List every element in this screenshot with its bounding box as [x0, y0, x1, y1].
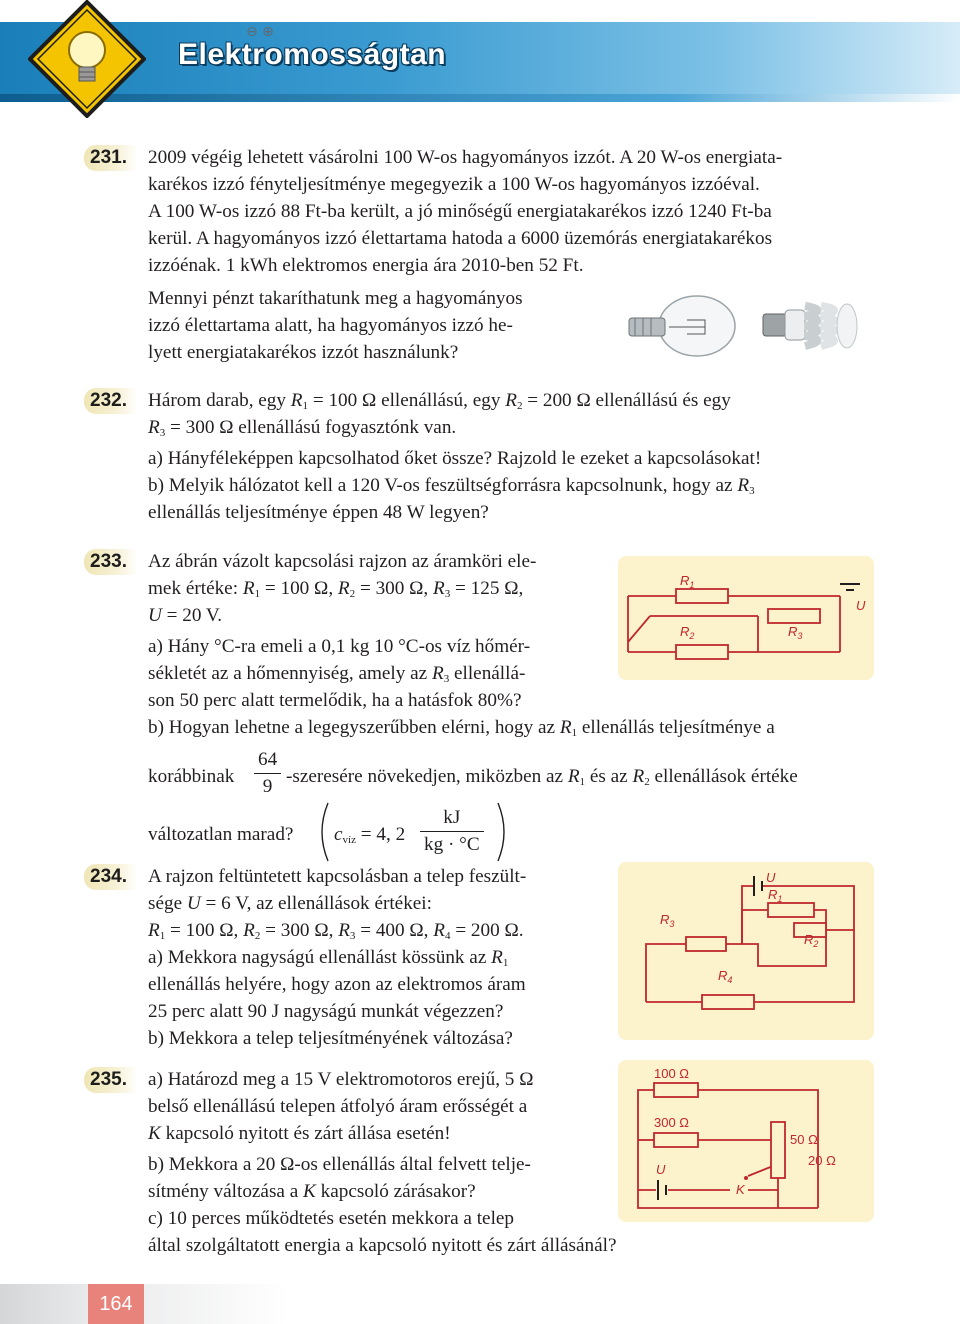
right-paren [494, 801, 512, 863]
resistor-r1 [768, 903, 814, 917]
problem-233-text: Az ábrán vázolt kapcsolási rajzon az áramköri ele- mek értéke: $R_1 = 100$ Ω, $R_2 = 300$ Ω, $R_3 = 125$ Ω, U = 20 V. a) Hány °C-ra emeli a 0,1 kg 10 °C-os víz hőmér- sékletét az a hőmennyiség, amely az $R_3$ ellenállá- son 50 perc alatt termelődik, ha a hatásfok 80%? [148, 551, 537, 711]
circuit-figure-235 [618, 1060, 874, 1222]
svg-text:U: U [766, 870, 776, 885]
bulbs-photo [625, 292, 875, 364]
problem-232-text: Három darab, egy $R_1 = 100$ Ω ellenállású, egy $R_2 = 200$ Ω ellenállású és egy $R_3 = 300$ Ω ellenállású fogyasztónk van. a) Hányféleképpen kapcsolhatod őket össze? Rajzold le ezeket a kapcsolásokat! b) Melyik hálózatot kell a 120 V-os feszültségforrásra kapcsolnunk, hogy az $R_3$ ellenállás teljesítménye éppen 48 W legyen? [148, 390, 762, 523]
problem-234-text: A rajzon feltüntetett kapcsolásban a telep feszült- sége U = 6 V, az ellenállások értékei: $R_1 = 100$ Ω, $R_2 = 300$ Ω, $R_3 = 400$ Ω, $R_4 = 200$ Ω. a) Mekkora nagyságú ellenállást kössünk az $R_1$ ellenállás helyére, hogy azon az elektromos áram 25 perc alatt 90 J nagyságú munkát végezzen? b) Mekkora a telep teljesítményének változása? [148, 866, 527, 1049]
circuit-234-diagram [618, 862, 874, 1040]
problem-number-235: 235. [84, 1067, 138, 1093]
fraction-64-9: $\frac{64}{9}$ [254, 747, 281, 800]
left-paren [314, 801, 332, 863]
problem-number-232: 232. [84, 388, 138, 414]
resistor-50 [771, 1122, 785, 1178]
svg-text:R3: $R_3$ [660, 912, 675, 929]
lightbulb-icon [28, 0, 146, 118]
svg-text:U: U [856, 598, 866, 613]
footer-bar [0, 1284, 960, 1324]
charge-symbols: ⊖ ⊕ [246, 24, 274, 40]
problem-235-text: a) Határozd meg a 15 V elektromotoros erejű, 5 Ω belső ellenállású telepen átfolyó áram erősségét a K kapcsoló nyitott és zárt állása esetén! b) Mekkora a 20 Ω-os ellenállás által felvett telje- sítmény változása a K kapcsoló zárásakor? c) 10 perces működtetés esetén mekkora a telep által szolgáltatott energia a kapcsoló nyitott és zárt állásánál? [148, 1069, 617, 1256]
problem-number-233: 233. [84, 549, 138, 575]
circuit-figure-234 [618, 862, 874, 1040]
chapter-title: Elektromosságtan [178, 38, 447, 71]
svg-text:R1: $R_1$ [768, 887, 783, 904]
problem-231-question: Mennyi pénzt takaríthatunk meg a hagyományos izzó élettartama alatt, ha hagyományos izzó he- lyett energiatakarékos izzót használunk? [148, 288, 523, 363]
svg-text:U: U [656, 1162, 666, 1177]
svg-text:50 Ω: 50 Ω [790, 1132, 818, 1147]
resistor-r2 [676, 645, 728, 659]
resistor-r3 [768, 609, 820, 623]
resistor-100 [654, 1083, 698, 1097]
incandescent-bulb-icon [629, 296, 735, 356]
svg-text:K: K [736, 1182, 745, 1197]
switch-pivot [744, 1176, 748, 1180]
svg-text:R1: $R_1$ [680, 573, 695, 590]
resistor-r3 [686, 937, 726, 951]
resistor-300 [654, 1133, 698, 1147]
resistor-r4 [702, 995, 754, 1009]
problem-231-text: 2009 végéig lehetett vásárolni 100 W-os hagyományos izzót. A 20 W-os energiata- karékos izzó fényteljesítménye megegyezik a 100 W-os hagyományos izzóéval. A 100 W-os izzó 88 Ft-ba került, a jó minőségű energiatakarékos izzó 1240 Ft-ba kerül. A hagyományos izzó élettartama hatoda a 6000 üzemórás energiatakarékos izzóénak. 1 kWh elektromos energia ára 2010-ben 52 Ft. [148, 147, 783, 276]
circuit-figure-233 [618, 556, 874, 680]
problem-number-234: 234. [84, 864, 138, 890]
energy-saving-bulb-icon [763, 304, 857, 348]
problem-number-231: 231. [84, 145, 138, 171]
resistor-r1 [676, 589, 728, 603]
unit-fraction: $\frac{kJ}{kg \cdot ^\circ C}$ [420, 805, 484, 858]
svg-text:R2: $R_2$ [804, 932, 819, 949]
svg-text:R2: $R_2$ [680, 624, 695, 641]
svg-text:R4: $R_4$ [718, 968, 733, 985]
svg-text:300 Ω: 300 Ω [654, 1115, 690, 1130]
svg-text:100 Ω: 100 Ω [654, 1066, 690, 1081]
circuit-235-diagram [618, 1060, 874, 1222]
problem-233-part-b: b) Hogyan lehetne a legegyszerűbben elérni, hogy az $R_1$ ellenállás teljesítménye a korábbinak $\frac{64}{9}$ -szeresére növekedjen, miközben az $R_1$ és az $R_2$ ellenállások értéke változatlan marad? $c_{víz} = 4$, 2 $\frac{kJ}{kg \cdot ^\circ C}$ [148, 714, 888, 863]
svg-text:20 Ω: 20 Ω [808, 1153, 836, 1168]
svg-text:R3: $R_3$ [788, 624, 803, 641]
chapter-header [0, 0, 960, 118]
circuit-233-diagram [618, 556, 874, 680]
page-number: 164 [88, 1284, 144, 1324]
